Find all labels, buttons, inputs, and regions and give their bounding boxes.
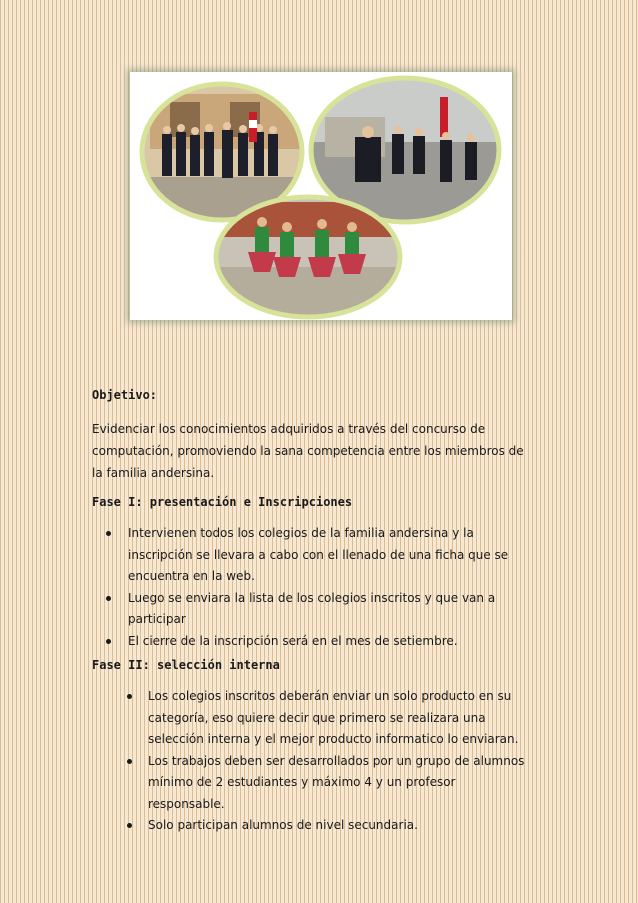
objetivo-heading: Objetivo: xyxy=(92,388,158,402)
list-item: Intervienen todos los colegios de la familia andersina y la inscripción se llevara a cabo con el llenado de una ficha que se encuentra en la web. xyxy=(128,523,533,588)
list-item: Luego se enviara la lista de los colegios inscritos y que van a participar xyxy=(128,588,533,631)
objetivo-paragraph: Evidenciar los conocimientos adquiridos a través del concurso de computación, promoviendo la sana competencia entre los miembros de la familia andersina. xyxy=(92,422,524,480)
fase1-list xyxy=(128,523,533,652)
photo-collage xyxy=(130,72,512,320)
fase2-heading: Fase II: selección interna xyxy=(92,658,280,672)
fase2-list xyxy=(148,686,533,837)
list-item: Los trabajos deben ser desarrollados por un grupo de alumnos mínimo de 2 estudiantes y máximo 4 y un profesor responsable. xyxy=(148,751,533,816)
list-item: Solo participan alumnos de nivel secundaria. xyxy=(148,815,533,837)
list-item: El cierre de la inscripción será en el mes de setiembre. xyxy=(128,631,533,653)
list-item: Los colegios inscritos deberán enviar un solo producto en su categoría, eso quiere decir que primero se realizara una selección interna y el mejor producto informatico lo enviaran. xyxy=(148,686,533,751)
fase1-heading: Fase I: presentación e Inscripciones xyxy=(92,495,353,509)
